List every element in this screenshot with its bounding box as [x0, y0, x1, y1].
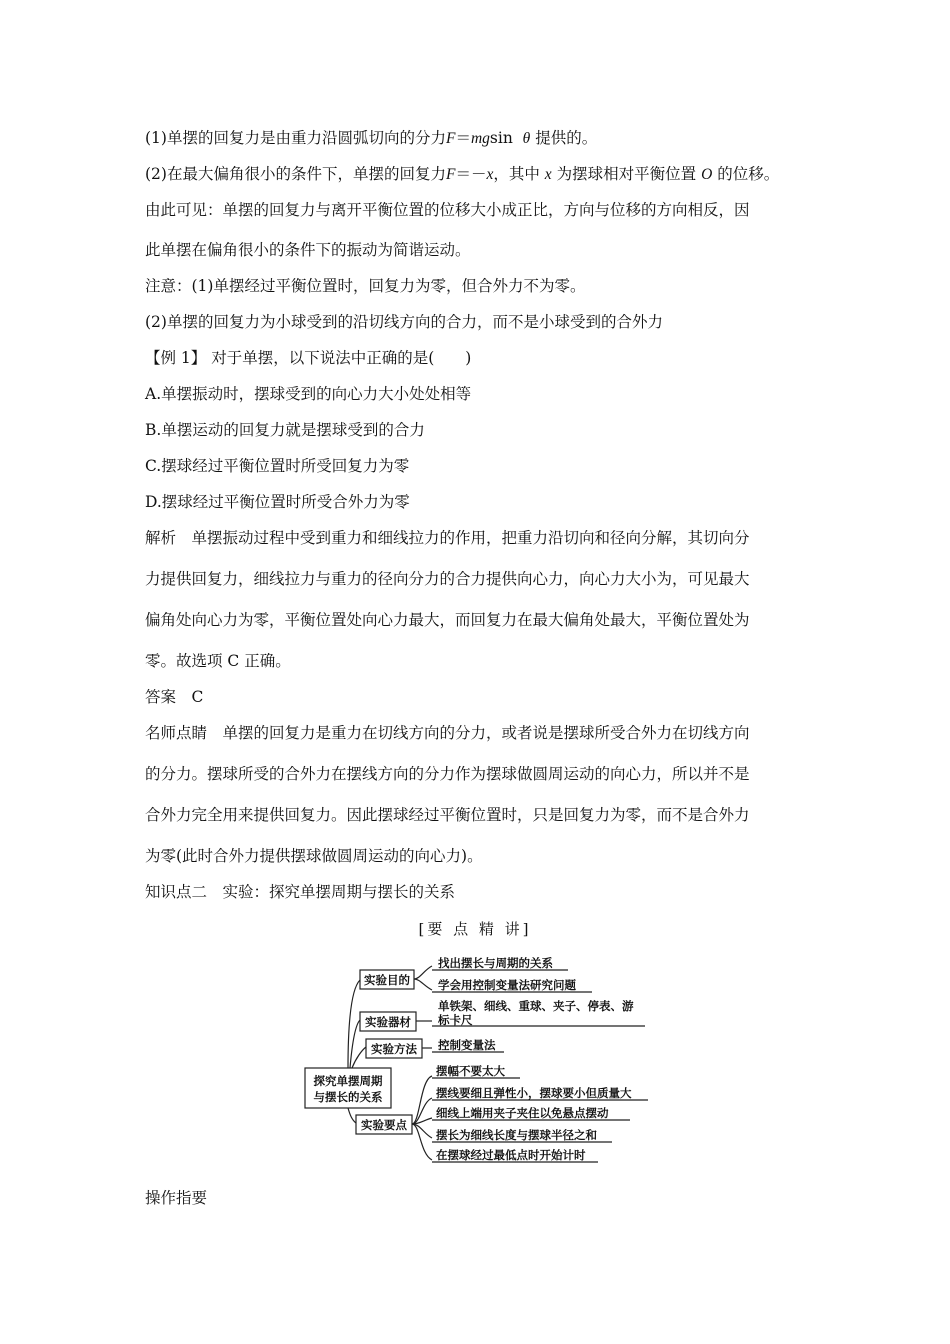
text: (1)单摆的回复力是由重力沿圆弧切向的分力: [145, 129, 446, 147]
var-x: x: [486, 166, 494, 183]
answer: 答案 C: [145, 688, 204, 706]
paragraph-conclusion-1: 由此可见：单摆的回复力与离开平衡位置的位移大小成正比，方向与位移的方向相反，因: [145, 201, 750, 219]
analysis-line-3: 偏角处向心力为零，平衡位置处向心力最大，而回复力在最大偏角处最大，平衡位置处为: [145, 611, 750, 629]
text: ，其中: [493, 165, 540, 183]
option-c: C.摆球经过平衡位置时所受回复力为零: [145, 457, 410, 475]
var-mg: mg: [470, 130, 490, 147]
text: 的位移。: [717, 165, 780, 183]
var-O: O: [701, 166, 713, 183]
note-2: (2)单摆的回复力为小球受到的沿切线方向的合力，而不是小球受到的合外力: [145, 313, 663, 331]
leaf-label: 在摆球经过最低点时开始计时: [436, 1148, 586, 1162]
leaf-label: 摆线要细且弹性小，摆球要小但质量大: [436, 1086, 632, 1100]
branch-label: 实验目的: [364, 973, 410, 987]
leaf-connector: [414, 979, 432, 990]
experiment-mind-map: [0, 950, 950, 1180]
var-theta: θ: [522, 130, 531, 147]
note-1: 注意：(1)单摆经过平衡位置时，回复力为零，但合外力不为零。: [145, 277, 586, 295]
section-heading: [要 点 精 讲]: [418, 920, 532, 938]
tips-line-2: 的分力。摆球所受的合外力在摆线方向的分力作为摆球做圆周运动的向心力，所以并不是: [145, 765, 750, 783]
paragraph-conclusion-2: 此单摆在偏角很小的条件下的振动为简谐运动。: [145, 241, 471, 259]
analysis-line-1: 解析 单摆振动过程中受到重力和细线拉力的作用，把重力沿切向和径向分解，其切向分: [145, 529, 750, 547]
tips-line-3: 合外力完全用来提供回复力。因此摆球经过平衡位置时，只是回复力为零，而不是合外力: [145, 806, 750, 824]
text: 提供的。: [535, 129, 598, 147]
text: (2)在最大偏角很小的条件下，单摆的回复力: [145, 165, 446, 183]
text: 为摆球相对平衡位置: [556, 165, 697, 183]
option-d: D.摆球经过平衡位置时所受合外力为零: [145, 493, 410, 511]
tips-line-4: 为零(此时合外力提供摆球做圆周运动的向心力)。: [145, 847, 483, 865]
root-label: 探究单摆周期: [313, 1074, 383, 1088]
footer-heading: 操作指要: [145, 1189, 208, 1207]
option-b: B.单摆运动的回复力就是摆球受到的合力: [145, 421, 425, 439]
leaf-label: 学会用控制变量法研究问题: [438, 978, 576, 992]
leaf-label: 找出摆长与周期的关系: [438, 956, 553, 970]
leaf-connector: [414, 966, 432, 979]
leaf-label: 控制变量法: [438, 1038, 496, 1052]
root-label: 与摆长的关系: [313, 1090, 383, 1104]
equals: ＝: [455, 129, 471, 147]
analysis-line-4: 零。故选项 C 正确。: [145, 652, 291, 670]
tips-line-1: 名师点睛 单摆的回复力是重力在切线方向的分力，或者说是摆球所受合外力在切线方向: [145, 724, 750, 742]
sin: sin: [489, 129, 518, 147]
paragraph-restoring-force-2: [145, 164, 779, 185]
option-a: A.单摆振动时，摆球受到的向心力大小处处相等: [145, 385, 472, 403]
knowledge-point-2: 知识点二 实验：探究单摆周期与摆长的关系: [145, 883, 456, 901]
branch-label: 实验要点: [361, 1118, 407, 1132]
analysis-line-2: 力提供回复力，细线拉力与重力的径向分力的合力提供向心力，向心力大小为，可见最大: [145, 570, 750, 588]
equals: ＝－: [455, 165, 487, 183]
leaf-label: 摆长为细线长度与摆球半径之和: [436, 1128, 597, 1142]
branch-label: 实验器材: [365, 1015, 411, 1029]
example-question: 【例 1】 对于单摆，以下说法中正确的是( ): [145, 349, 472, 367]
leaf-label: 单铁架、细线、重球、夹子、停表、游: [438, 999, 634, 1013]
paragraph-restoring-force-1: [145, 128, 597, 149]
var-F: F: [445, 166, 456, 183]
var-x: x: [544, 166, 552, 183]
leaf-label: 细线上端用夹子夹住以免悬点摆动: [436, 1106, 609, 1120]
var-F: F: [445, 130, 456, 147]
leaf-label: 标卡尺: [438, 1013, 473, 1027]
branch-line-4: [348, 1108, 356, 1123]
branch-label: 实验方法: [371, 1042, 417, 1056]
branch-line-3: [352, 1047, 366, 1068]
leaf-label: 摆幅不要太大: [436, 1064, 505, 1078]
